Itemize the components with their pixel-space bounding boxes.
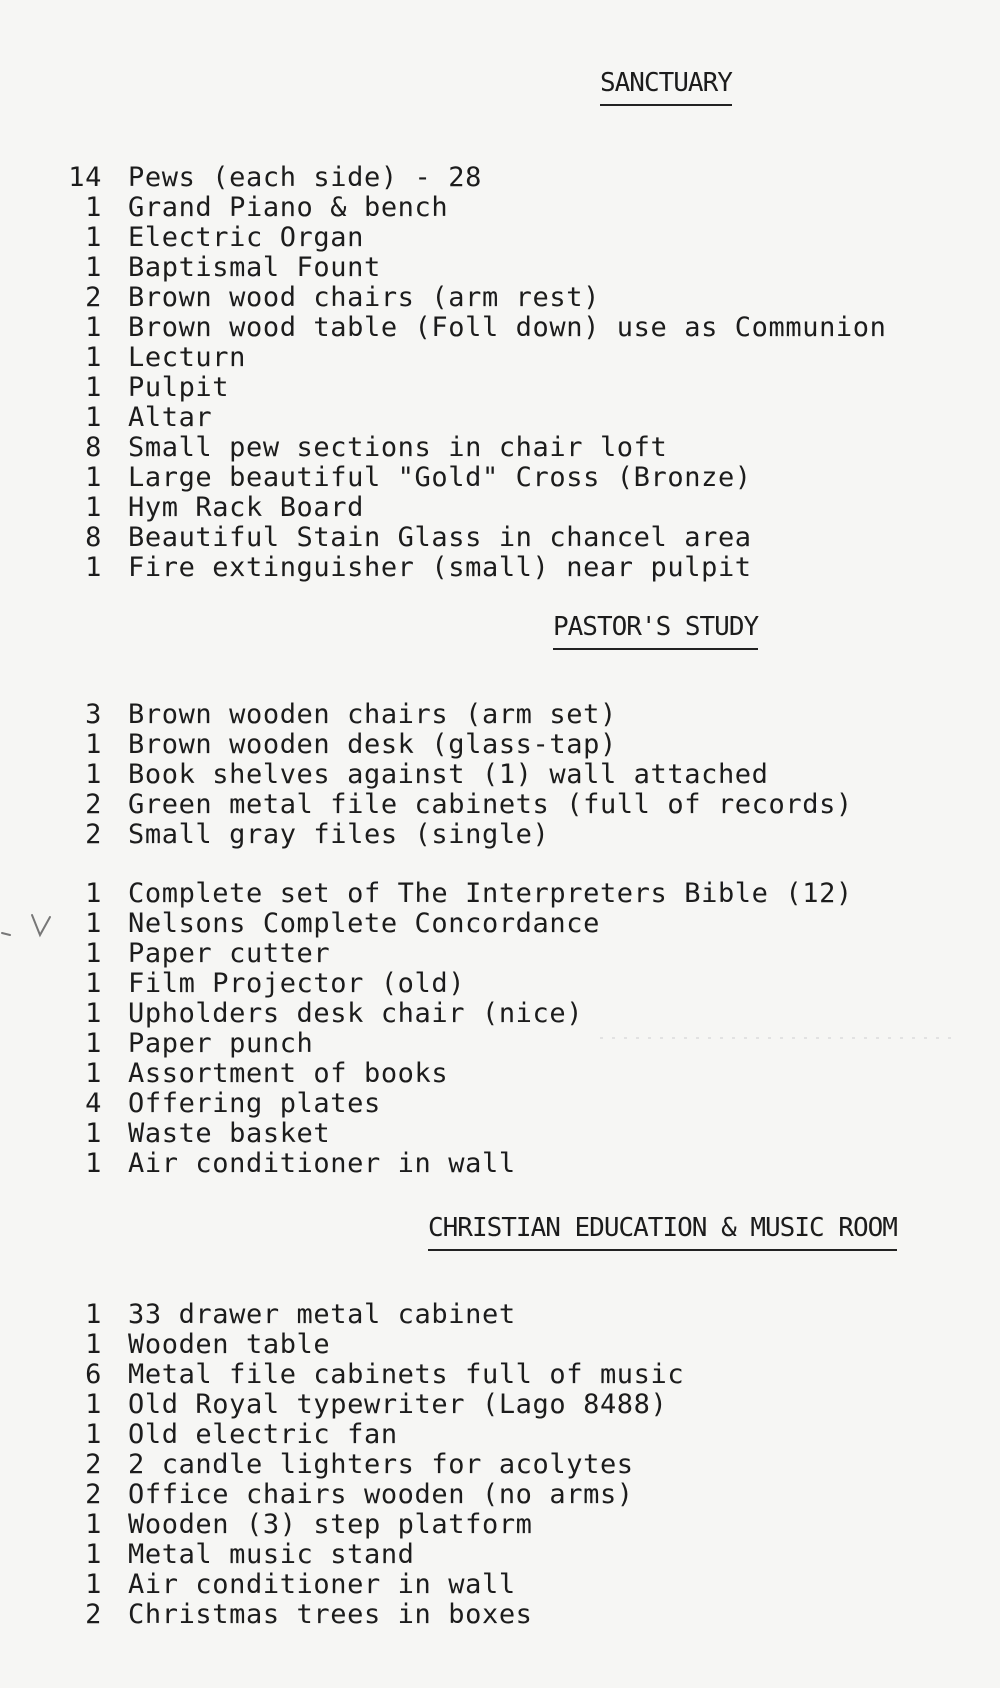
section-title-text: CHRISTIAN EDUCATION & MUSIC ROOM — [428, 1213, 897, 1251]
list-item — [60, 1390, 960, 1420]
list-item — [60, 969, 960, 999]
item-qty: 1 — [85, 759, 102, 790]
item-text: Brown wooden chairs (arm set) — [128, 699, 617, 730]
item-text: Small pew sections in chair loft — [128, 432, 668, 463]
item-text: Book shelves against (1) wall attached — [128, 759, 769, 790]
list-item — [60, 999, 960, 1029]
item-qty: 1 — [85, 1509, 102, 1540]
sanctuary-list — [60, 163, 960, 583]
item-qty: 1 — [85, 1419, 102, 1450]
list-item — [60, 463, 960, 493]
item-qty: 1 — [85, 372, 102, 403]
item-qty: 1 — [85, 552, 102, 583]
item-qty: 2 — [85, 789, 102, 820]
item-qty: 1 — [85, 402, 102, 433]
item-qty: 3 — [85, 699, 102, 730]
list-item — [60, 493, 960, 523]
list-item — [60, 730, 960, 760]
item-text: Pulpit — [128, 372, 230, 403]
item-qty: 1 — [85, 1058, 102, 1089]
list-item — [60, 223, 960, 253]
item-text: Christmas trees in boxes — [128, 1599, 533, 1630]
item-qty: 8 — [85, 432, 102, 463]
item-text: Waste basket — [128, 1118, 331, 1149]
item-qty: 1 — [85, 312, 102, 343]
list-item — [60, 879, 960, 909]
item-qty: 8 — [85, 522, 102, 553]
item-qty: 2 — [85, 1599, 102, 1630]
item-qty: 1 — [85, 492, 102, 523]
list-item — [60, 1119, 960, 1149]
item-text: Electric Organ — [128, 222, 364, 253]
list-item — [60, 1059, 960, 1089]
item-text: Large beautiful "Gold" Cross (Bronze) — [128, 462, 752, 493]
list-item — [60, 1540, 960, 1570]
item-qty: 4 — [85, 1088, 102, 1119]
list-item — [60, 909, 960, 939]
item-qty: 1 — [85, 938, 102, 969]
item-qty: 2 — [85, 282, 102, 313]
item-text: 33 drawer metal cabinet — [128, 1299, 516, 1330]
list-item — [60, 939, 960, 969]
item-text: Nelsons Complete Concordance — [128, 908, 600, 939]
item-text: Air conditioner in wall — [128, 1148, 516, 1179]
list-item — [60, 553, 960, 583]
item-text: Lecturn — [128, 342, 246, 373]
pastors-study-list — [60, 700, 960, 1179]
list-item — [60, 283, 960, 313]
list-item — [60, 343, 960, 373]
list-item — [60, 253, 960, 283]
item-text: Altar — [128, 402, 213, 433]
item-qty: 2 — [85, 1479, 102, 1510]
list-item — [60, 193, 960, 223]
item-text: Upholders desk chair (nice) — [128, 998, 584, 1029]
item-text: Beautiful Stain Glass in chancel area — [128, 522, 752, 553]
list-item — [60, 1450, 960, 1480]
list-item — [60, 1149, 960, 1179]
list-item — [60, 1029, 960, 1059]
item-text: Fire extinguisher (small) near pulpit — [128, 552, 752, 583]
item-text: Brown wooden desk (glass-tap) — [128, 729, 617, 760]
item-qty: 1 — [85, 1299, 102, 1330]
item-text: Grand Piano & bench — [128, 192, 449, 223]
section-title-christian-education — [428, 1213, 897, 1251]
item-qty: 1 — [85, 342, 102, 373]
section-title-text: SANCTUARY — [600, 68, 732, 106]
list-item — [60, 163, 960, 193]
item-qty: 14 — [68, 162, 102, 193]
christian-education-list — [60, 1300, 960, 1630]
item-text: Paper cutter — [128, 938, 331, 969]
item-qty: 2 — [85, 1449, 102, 1480]
item-qty: 1 — [85, 998, 102, 1029]
item-text: Small gray files (single) — [128, 819, 550, 850]
item-qty: 1 — [85, 192, 102, 223]
list-item — [60, 790, 960, 820]
item-qty: 1 — [85, 222, 102, 253]
list-item — [60, 1420, 960, 1450]
list-item — [60, 1480, 960, 1510]
item-text: Green metal file cabinets (full of records) — [128, 789, 853, 820]
list-item — [60, 820, 960, 850]
item-qty: 1 — [85, 1148, 102, 1179]
list-item — [60, 313, 960, 343]
list-item — [60, 1089, 960, 1119]
item-qty: 1 — [85, 1028, 102, 1059]
item-qty: 1 — [85, 1569, 102, 1600]
item-qty: 2 — [85, 819, 102, 850]
list-item — [60, 760, 960, 790]
item-text: Hym Rack Board — [128, 492, 364, 523]
item-text: Assortment of books — [128, 1058, 449, 1089]
item-qty: 1 — [85, 1329, 102, 1360]
item-text: Brown wood table (Foll down) use as Communion — [128, 312, 887, 343]
list-item — [60, 373, 960, 403]
item-qty: 1 — [85, 252, 102, 283]
item-text: Wooden (3) step platform — [128, 1509, 533, 1540]
scan-smudge — [600, 1037, 960, 1039]
item-text: Paper punch — [128, 1028, 314, 1059]
check-mark-icon — [0, 905, 60, 945]
item-qty: 1 — [85, 729, 102, 760]
item-qty: 1 — [85, 1389, 102, 1420]
item-qty: 1 — [85, 462, 102, 493]
section-title-sanctuary — [600, 68, 732, 106]
list-item — [60, 1330, 960, 1360]
list-item — [60, 1570, 960, 1600]
list-item — [60, 403, 960, 433]
list-item — [60, 1600, 960, 1630]
item-qty: 1 — [85, 1539, 102, 1570]
list-item — [60, 523, 960, 553]
item-text: Metal music stand — [128, 1539, 415, 1570]
item-text: 2 candle lighters for acolytes — [128, 1449, 634, 1480]
item-text: Film Projector (old) — [128, 968, 466, 999]
item-text: Metal file cabinets full of music — [128, 1359, 685, 1390]
item-qty: 1 — [85, 878, 102, 909]
item-qty: 6 — [85, 1359, 102, 1390]
item-text: Air conditioner in wall — [128, 1569, 516, 1600]
item-text: Complete set of The Interpreters Bible (12) — [128, 878, 853, 909]
item-qty: 1 — [85, 1118, 102, 1149]
list-item — [60, 433, 960, 463]
item-text: Old electric fan — [128, 1419, 398, 1450]
item-text: Pews (each side) - 28 — [128, 162, 482, 193]
item-text: Office chairs wooden (no arms) — [128, 1479, 634, 1510]
list-item — [60, 1360, 960, 1390]
list-item — [60, 1510, 960, 1540]
list-item — [60, 700, 960, 730]
item-text: Offering plates — [128, 1088, 381, 1119]
item-text: Wooden table — [128, 1329, 331, 1360]
list-item — [60, 1300, 960, 1330]
item-text: Old Royal typewriter (Lago 8488) — [128, 1389, 668, 1420]
item-text: Brown wood chairs (arm rest) — [128, 282, 600, 313]
item-text: Baptismal Fount — [128, 252, 381, 283]
group-spacer — [60, 850, 960, 879]
item-qty: 1 — [85, 968, 102, 999]
item-qty: 1 — [85, 908, 102, 939]
section-title-text: PASTOR'S STUDY — [553, 612, 758, 650]
section-title-pastors-study — [553, 612, 758, 650]
